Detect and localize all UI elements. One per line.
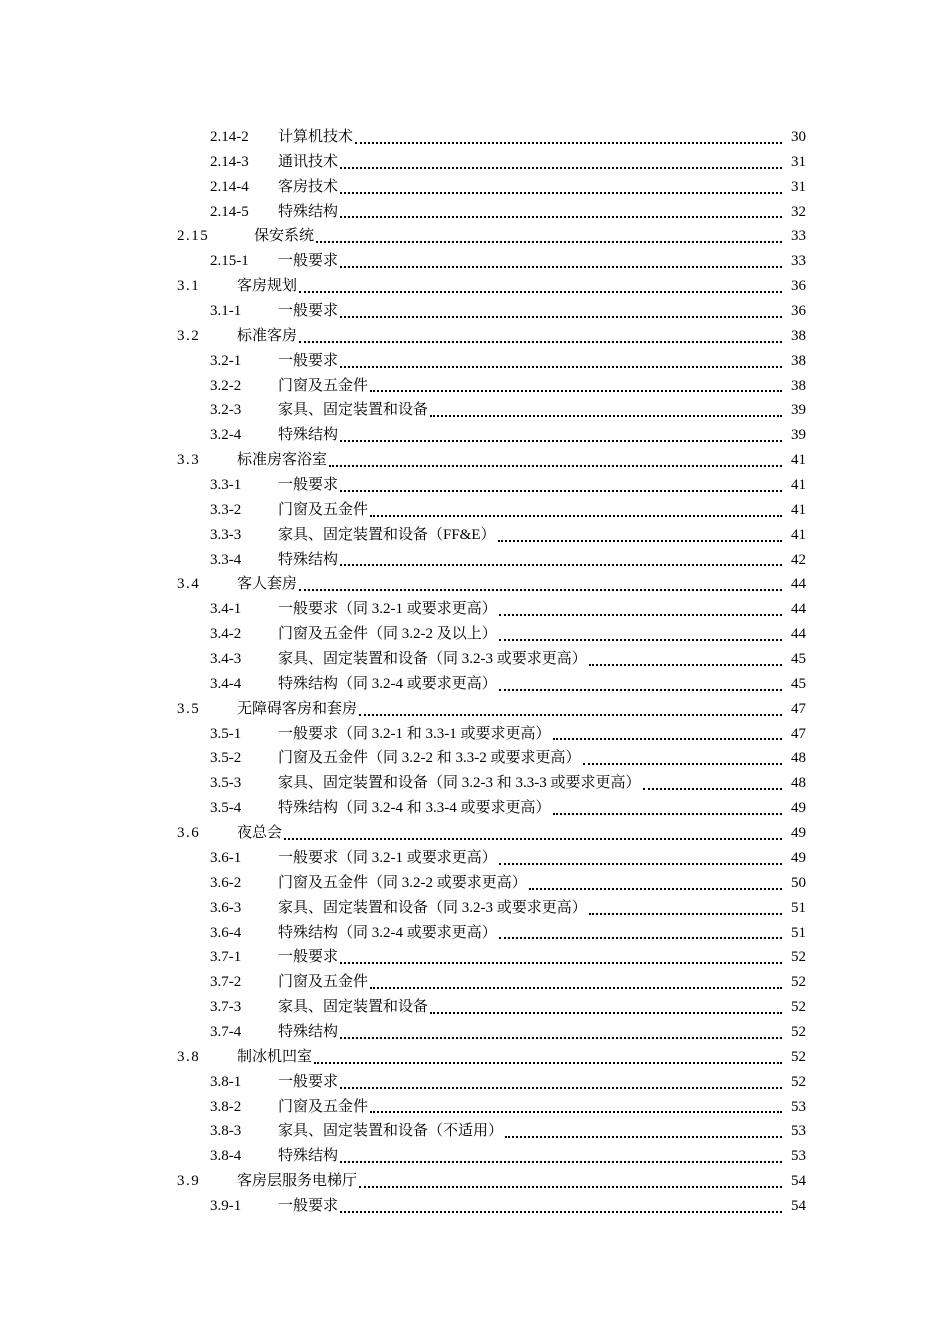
toc-entry-number: 3.2-3 xyxy=(210,402,242,419)
toc-entry-title: 一般要求 xyxy=(278,299,339,324)
toc-subsection-entry[interactable] xyxy=(0,1020,950,1045)
toc-subsection-entry[interactable] xyxy=(0,622,950,647)
toc-section-entry[interactable] xyxy=(0,1045,950,1070)
toc-page-number: 33 xyxy=(790,224,806,249)
toc-subsection-entry[interactable] xyxy=(0,846,950,871)
toc-section-entry[interactable] xyxy=(0,274,950,299)
toc-dot-leader xyxy=(340,266,782,268)
toc-entry-title: 特殊结构 xyxy=(278,423,339,448)
toc-entry-title: 特殊结构（同 3.2-4 或要求更高） xyxy=(278,921,498,946)
toc-dot-leader xyxy=(499,614,782,616)
toc-entry-number: 3.1 xyxy=(177,278,201,295)
toc-entry-number: 2.15-1 xyxy=(210,253,249,270)
toc-entry-number: 3.6-3 xyxy=(210,899,242,916)
toc-page-number: 52 xyxy=(790,970,806,995)
toc-entry-title: 门窗及五金件（同 3.2-2 及以上） xyxy=(278,622,498,647)
toc-dot-leader xyxy=(340,1161,782,1163)
toc-entry-title: 家具、固定装置和设备（同 3.2-3 或要求更高） xyxy=(278,647,588,672)
toc-subsection-entry[interactable] xyxy=(0,249,950,274)
toc-section-entry[interactable] xyxy=(0,324,950,349)
toc-page-number: 44 xyxy=(790,622,806,647)
toc-dot-leader xyxy=(529,888,782,890)
toc-dot-leader xyxy=(340,192,782,194)
toc-page-number: 30 xyxy=(790,125,806,150)
toc-entry-title: 一般要求（同 3.2-1 或要求更高） xyxy=(278,597,498,622)
toc-entry-title: 一般要求（同 3.2-1 和 3.3-1 或要求更高） xyxy=(278,722,552,747)
toc-subsection-entry[interactable] xyxy=(0,746,950,771)
toc-page-number: 53 xyxy=(790,1144,806,1169)
toc-entry-number: 3.6-2 xyxy=(210,874,242,891)
toc-dot-leader xyxy=(499,937,782,939)
toc-section-entry[interactable] xyxy=(0,448,950,473)
toc-page-number: 47 xyxy=(790,722,806,747)
toc-entry-title: 客房技术 xyxy=(278,175,339,200)
toc-entry-number: 3.3 xyxy=(177,452,201,469)
toc-entry-title: 家具、固定装置和设备（同 3.2-3 和 3.3-3 或要求更高） xyxy=(278,771,642,796)
toc-entry-title: 门窗及五金件 xyxy=(278,374,369,399)
toc-entry-number: 3.5-3 xyxy=(210,775,242,792)
toc-subsection-entry[interactable] xyxy=(0,473,950,498)
toc-page-number: 49 xyxy=(790,796,806,821)
toc-subsection-entry[interactable] xyxy=(0,1119,950,1144)
toc-page-number: 54 xyxy=(790,1194,806,1219)
toc-dot-leader xyxy=(284,838,782,840)
toc-subsection-entry[interactable] xyxy=(0,970,950,995)
toc-entry-number: 3.3-2 xyxy=(210,501,242,518)
toc-entry-title: 制冰机凹室 xyxy=(237,1045,313,1070)
toc-dot-leader xyxy=(299,341,782,343)
toc-entry-number: 2.14-5 xyxy=(210,203,249,220)
toc-page-number: 36 xyxy=(790,299,806,324)
toc-entry-title: 家具、固定装置和设备 xyxy=(278,398,429,423)
toc-entry-number: 3.6-1 xyxy=(210,849,242,866)
toc-entry-number: 3.9 xyxy=(177,1173,201,1190)
toc-subsection-entry[interactable] xyxy=(0,796,950,821)
toc-entry-number: 3.6 xyxy=(177,825,201,842)
toc-entry-number: 3.2-4 xyxy=(210,427,242,444)
toc-entry-number: 3.7-4 xyxy=(210,1023,242,1040)
toc-entry-number: 3.3-4 xyxy=(210,551,242,568)
toc-entry-number: 3.7-2 xyxy=(210,974,242,991)
toc-page-number: 38 xyxy=(790,349,806,374)
toc-entry-number: 3.8-1 xyxy=(210,1073,242,1090)
toc-subsection-entry[interactable] xyxy=(0,150,950,175)
toc-entry-number: 3.1-1 xyxy=(210,303,242,320)
toc-subsection-entry[interactable] xyxy=(0,1144,950,1169)
toc-entry-title: 保安系统 xyxy=(254,224,315,249)
toc-page-number: 45 xyxy=(790,672,806,697)
toc-subsection-entry[interactable] xyxy=(0,398,950,423)
toc-entry-title: 通讯技术 xyxy=(278,150,339,175)
toc-section-entry[interactable] xyxy=(0,572,950,597)
toc-entry-title: 特殊结构 xyxy=(278,548,339,573)
toc-page-number: 47 xyxy=(790,697,806,722)
toc-subsection-entry[interactable] xyxy=(0,423,950,448)
toc-subsection-entry[interactable] xyxy=(0,672,950,697)
toc-entry-title: 标准房客浴室 xyxy=(237,448,328,473)
toc-page-number: 53 xyxy=(790,1119,806,1144)
toc-subsection-entry[interactable] xyxy=(0,597,950,622)
toc-entry-number: 2.14-4 xyxy=(210,178,249,195)
toc-subsection-entry[interactable] xyxy=(0,771,950,796)
toc-page-number: 38 xyxy=(790,324,806,349)
toc-page-number: 52 xyxy=(790,1020,806,1045)
toc-dot-leader xyxy=(553,738,782,740)
toc-entry-title: 门窗及五金件（同 3.2-2 和 3.3-2 或要求更高） xyxy=(278,746,582,771)
toc-subsection-entry[interactable] xyxy=(0,647,950,672)
toc-dot-leader xyxy=(355,142,782,144)
toc-page-number: 38 xyxy=(790,374,806,399)
toc-subsection-entry[interactable] xyxy=(0,523,950,548)
toc-entry-number: 3.4-1 xyxy=(210,601,242,618)
toc-entry-number: 3.8-3 xyxy=(210,1123,242,1140)
toc-dot-leader xyxy=(340,1037,782,1039)
toc-dot-leader xyxy=(340,564,782,566)
toc-page-number: 41 xyxy=(790,523,806,548)
toc-entry-title: 特殊结构（同 3.2-4 和 3.3-4 或要求更高） xyxy=(278,796,552,821)
toc-page-number: 41 xyxy=(790,473,806,498)
toc-dot-leader xyxy=(430,415,782,417)
toc-entry-title: 家具、固定装置和设备（FF&E） xyxy=(278,523,497,548)
toc-dot-leader xyxy=(340,366,782,368)
toc-dot-leader xyxy=(553,813,782,815)
toc-subsection-entry[interactable] xyxy=(0,548,950,573)
toc-page-number: 41 xyxy=(790,498,806,523)
toc-entry-title: 家具、固定装置和设备（同 3.2-3 或要求更高） xyxy=(278,896,588,921)
toc-page-number: 48 xyxy=(790,771,806,796)
toc-entry-title: 一般要求 xyxy=(278,349,339,374)
toc-entry-number: 3.6-4 xyxy=(210,924,242,941)
toc-page-number: 42 xyxy=(790,548,806,573)
toc-entry-number: 3.3-3 xyxy=(210,526,242,543)
toc-dot-leader xyxy=(370,390,782,392)
toc-subsection-entry[interactable] xyxy=(0,871,950,896)
toc-entry-number: 2.14-2 xyxy=(210,129,249,145)
toc-entry-number: 2.15 xyxy=(177,228,210,245)
toc-entry-title: 门窗及五金件 xyxy=(278,970,369,995)
toc-dot-leader xyxy=(499,639,782,641)
toc-entry-title: 特殊结构（同 3.2-4 或要求更高） xyxy=(278,672,498,697)
toc-dot-leader xyxy=(430,1012,782,1014)
toc-section-entry[interactable] xyxy=(0,224,950,249)
toc-subsection-entry[interactable] xyxy=(0,374,950,399)
toc-entry-number: 2.14-3 xyxy=(210,153,249,170)
toc-page-number: 52 xyxy=(790,945,806,970)
toc-dot-leader xyxy=(499,863,782,865)
toc-entry-title: 一般要求 xyxy=(278,473,339,498)
toc-entry-number: 3.7-1 xyxy=(210,949,242,966)
toc-subsection-entry[interactable] xyxy=(0,200,950,225)
toc-dot-leader xyxy=(340,1211,782,1213)
toc-page-number: 48 xyxy=(790,746,806,771)
toc-page-number: 52 xyxy=(790,1070,806,1095)
toc-dot-leader xyxy=(299,589,782,591)
toc-entry-title: 夜总会 xyxy=(237,821,283,846)
toc-page-number: 52 xyxy=(790,995,806,1020)
toc-entry-number: 3.5 xyxy=(177,700,201,717)
toc-entry-number: 3.4-3 xyxy=(210,651,242,668)
toc-subsection-entry[interactable] xyxy=(0,1194,950,1219)
toc-section-entry[interactable] xyxy=(0,821,950,846)
toc-dot-leader xyxy=(316,241,782,243)
toc-entry-title: 家具、固定装置和设备 xyxy=(278,995,429,1020)
toc-entry-title: 客人套房 xyxy=(237,572,298,597)
toc-dot-leader xyxy=(505,1136,782,1138)
toc-dot-leader xyxy=(498,540,782,542)
toc-page-number: 49 xyxy=(790,846,806,871)
toc-page-number: 51 xyxy=(790,896,806,921)
toc-section-entry[interactable] xyxy=(0,1169,950,1194)
toc-dot-leader xyxy=(340,316,782,318)
toc-entry-title: 门窗及五金件（同 3.2-2 或要求更高） xyxy=(278,871,528,896)
toc-dot-leader xyxy=(340,962,782,964)
toc-page-number: 44 xyxy=(790,597,806,622)
toc-dot-leader xyxy=(329,465,782,467)
toc-entry-title: 标准客房 xyxy=(237,324,298,349)
toc-subsection-entry[interactable] xyxy=(0,349,950,374)
toc-entry-number: 3.4-4 xyxy=(210,675,242,692)
toc-page-number: 31 xyxy=(790,175,806,200)
toc-entry-number: 3.2 xyxy=(177,327,201,344)
toc-subsection-entry[interactable] xyxy=(0,1070,950,1095)
toc-entry-title: 门窗及五金件 xyxy=(278,1095,369,1120)
toc-section-entry[interactable] xyxy=(0,697,950,722)
toc-entry-number: 3.5-2 xyxy=(210,750,242,767)
toc-entry-title: 客房规划 xyxy=(237,274,298,299)
toc-entry-title: 客房层服务电梯厅 xyxy=(237,1169,358,1194)
toc-dot-leader xyxy=(370,515,782,517)
toc-page-number: 51 xyxy=(790,921,806,946)
toc-entry-title: 一般要求 xyxy=(278,249,339,274)
toc-page-number: 44 xyxy=(790,572,806,597)
toc-dot-leader xyxy=(340,216,782,218)
toc-subsection-entry[interactable] xyxy=(0,299,950,324)
toc-dot-leader xyxy=(499,689,782,691)
toc-dot-leader xyxy=(299,291,782,293)
toc-page-number: 39 xyxy=(790,398,806,423)
toc-page-number: 41 xyxy=(790,448,806,473)
toc-entry-number: 3.5-4 xyxy=(210,800,242,817)
toc-dot-leader xyxy=(589,913,782,915)
toc-entry-title: 一般要求 xyxy=(278,1194,339,1219)
toc-entry-title: 门窗及五金件 xyxy=(278,498,369,523)
toc-dot-leader xyxy=(340,1087,782,1089)
toc-dot-leader xyxy=(359,1186,782,1188)
toc-entry-title: 特殊结构 xyxy=(278,1020,339,1045)
toc-entry-title: 一般要求 xyxy=(278,945,339,970)
toc-dot-leader xyxy=(370,987,782,989)
toc-entry-number: 3.5-1 xyxy=(210,725,242,742)
toc-subsection-entry[interactable] xyxy=(0,175,950,200)
toc-entry-number: 3.2-1 xyxy=(210,352,242,369)
toc-entry-number: 3.4-2 xyxy=(210,626,242,643)
toc-dot-leader xyxy=(340,167,782,169)
toc-entry-title: 一般要求 xyxy=(278,1070,339,1095)
toc-entry-number: 3.4 xyxy=(177,576,201,593)
toc-dot-leader xyxy=(340,490,782,492)
toc-subsection-entry[interactable] xyxy=(0,921,950,946)
toc-page-number: 36 xyxy=(790,274,806,299)
toc-entry-title: 家具、固定装置和设备（不适用） xyxy=(278,1119,504,1144)
toc-page-number: 49 xyxy=(790,821,806,846)
toc-page-number: 54 xyxy=(790,1169,806,1194)
toc-dot-leader xyxy=(340,440,782,442)
toc-page-number: 53 xyxy=(790,1095,806,1120)
toc-page-number: 39 xyxy=(790,423,806,448)
toc-dot-leader xyxy=(643,788,782,790)
toc-entry-title: 一般要求（同 3.2-1 或要求更高） xyxy=(278,846,498,871)
toc-entry-title: 无障碍客房和套房 xyxy=(237,697,358,722)
toc-entry-title: 计算机技术 xyxy=(278,125,354,150)
toc-entry-number: 3.8 xyxy=(177,1048,201,1065)
toc-subsection-entry[interactable] xyxy=(0,995,950,1020)
toc-entry-title: 特殊结构 xyxy=(278,200,339,225)
toc-page-number: 32 xyxy=(790,200,806,225)
toc-subsection-entry[interactable] xyxy=(0,722,950,747)
toc-page-number: 33 xyxy=(790,249,806,274)
toc-page-number: 52 xyxy=(790,1045,806,1070)
toc-dot-leader xyxy=(370,1111,782,1113)
table-of-contents xyxy=(0,125,950,1219)
toc-entry-number: 3.8-4 xyxy=(210,1148,242,1165)
toc-dot-leader xyxy=(314,1062,782,1064)
toc-subsection-entry[interactable] xyxy=(0,945,950,970)
toc-entry-number: 3.2-2 xyxy=(210,377,242,394)
toc-page-number: 50 xyxy=(790,871,806,896)
toc-dot-leader xyxy=(359,714,782,716)
toc-subsection-entry[interactable] xyxy=(0,896,950,921)
toc-page-number: 31 xyxy=(790,150,806,175)
toc-entry-number: 3.7-3 xyxy=(210,999,242,1016)
toc-page-number: 45 xyxy=(790,647,806,672)
toc-entry-number: 3.8-2 xyxy=(210,1098,242,1115)
toc-dot-leader xyxy=(589,664,782,666)
toc-entry-number: 3.3-1 xyxy=(210,477,242,494)
toc-entry-title: 特殊结构 xyxy=(278,1144,339,1169)
toc-subsection-entry[interactable] xyxy=(0,125,950,150)
toc-entry-number: 3.9-1 xyxy=(210,1197,242,1214)
toc-subsection-entry[interactable] xyxy=(0,1095,950,1120)
toc-dot-leader xyxy=(583,763,782,765)
toc-subsection-entry[interactable] xyxy=(0,498,950,523)
